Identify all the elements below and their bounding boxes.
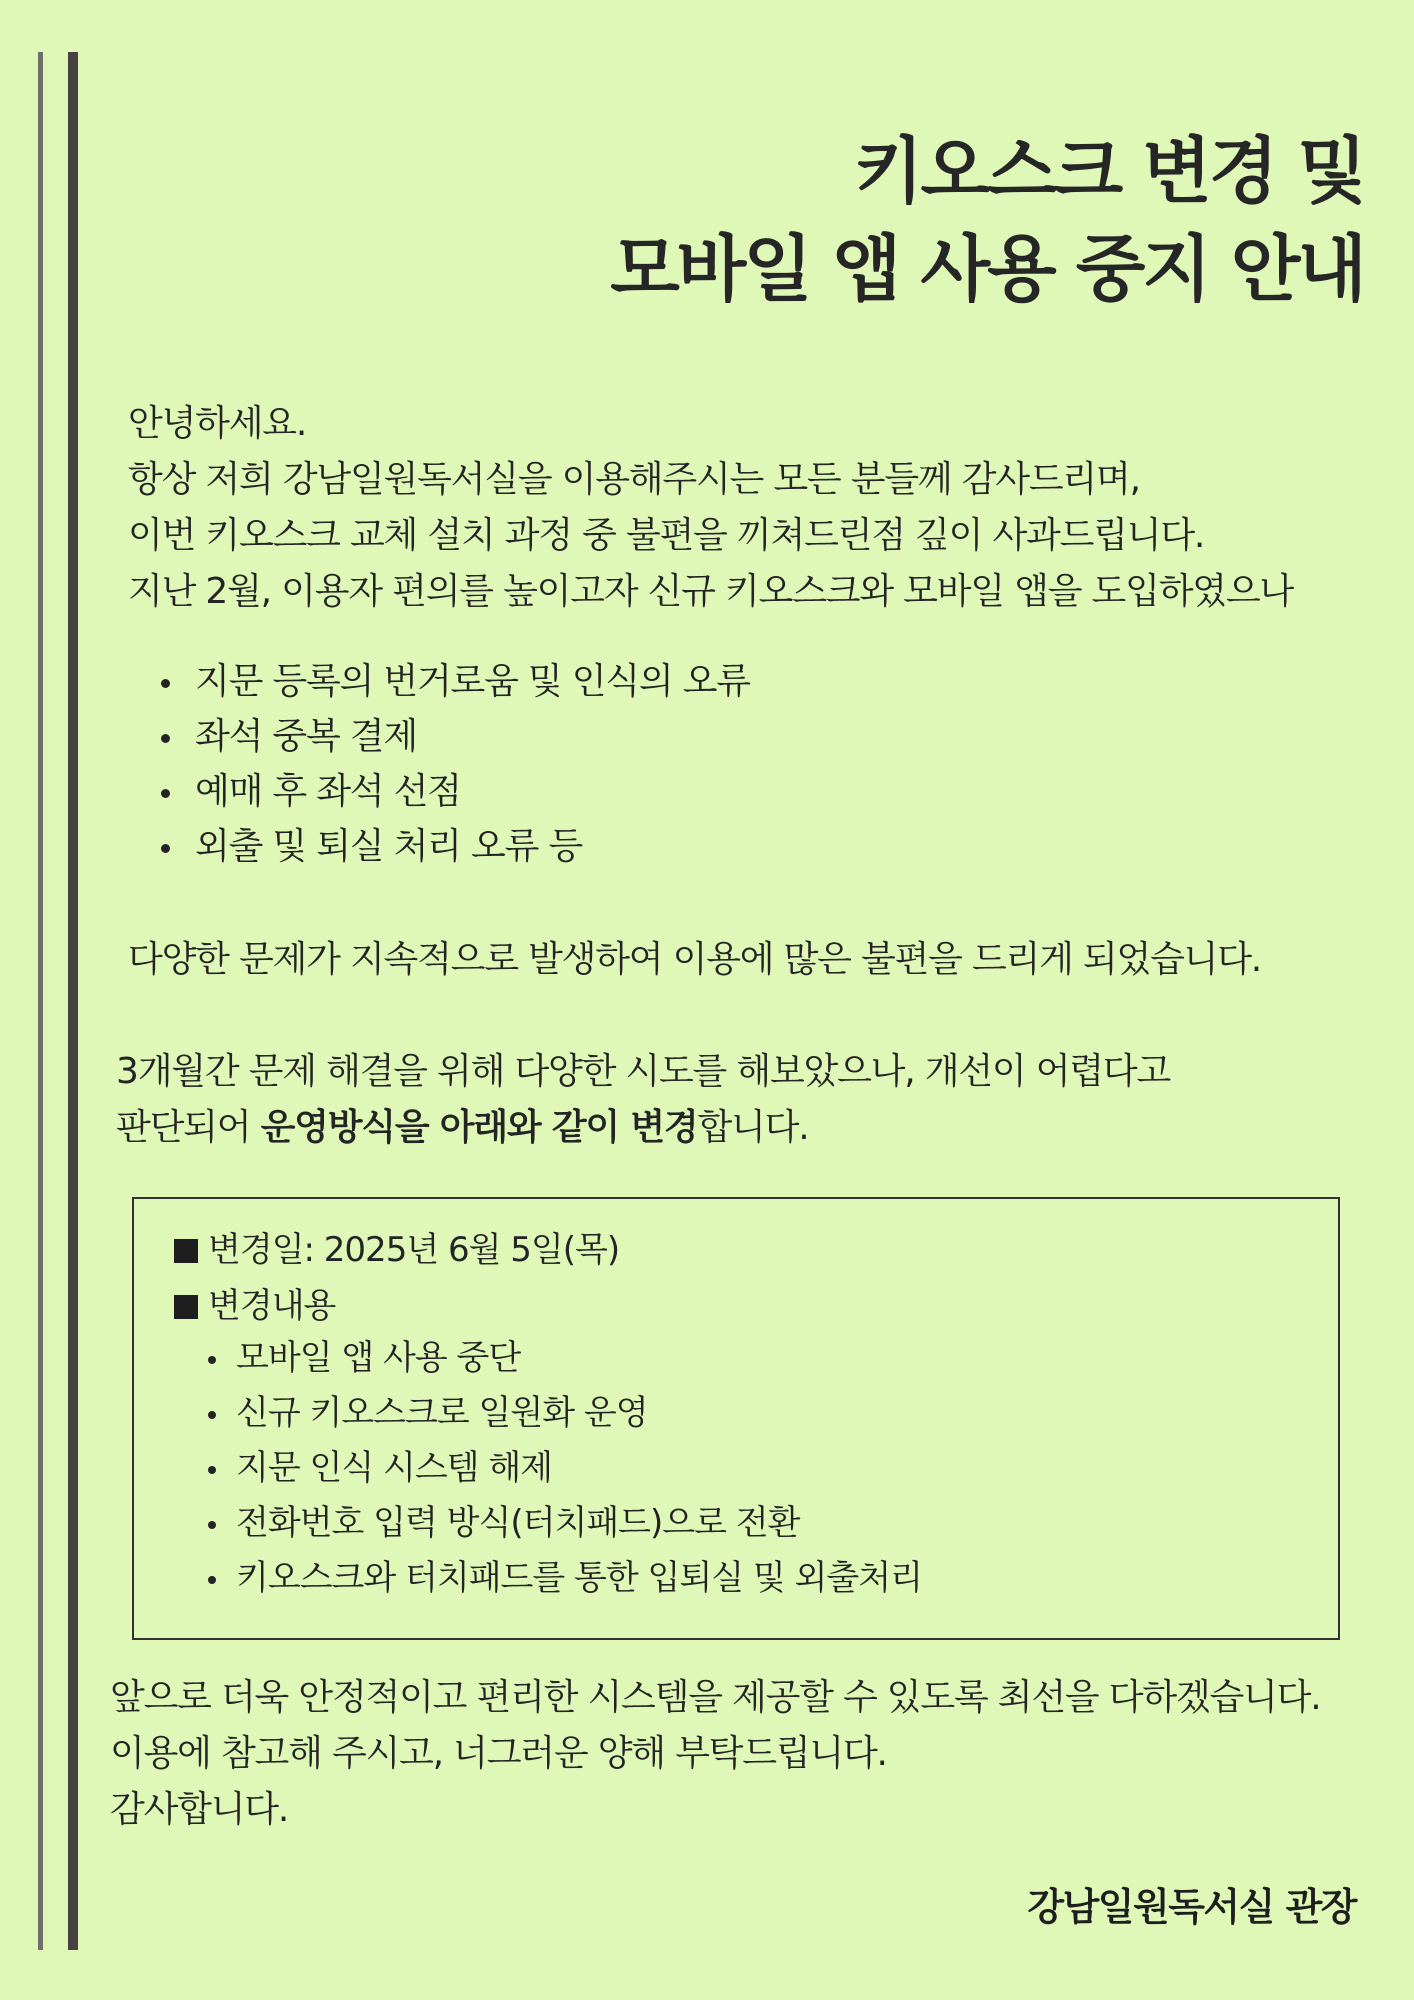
- intro-paragraph: [128, 396, 1293, 620]
- decorative-bar-thick: [68, 52, 78, 1950]
- greeting-text: 안녕하세요.: [128, 403, 307, 444]
- change-item: 전화번호 입력 방식(터치패드)으로 전환: [202, 1496, 922, 1551]
- title-line-1: 키오스크 변경 및: [854, 129, 1364, 213]
- trial-line-2-bold: 운영방식을 아래와 같이 변경: [260, 1107, 698, 1148]
- square-bullet-icon: [174, 1239, 198, 1263]
- title-line-2: 모바일 앱 사용 중지 안내: [610, 227, 1364, 311]
- issue-list: [155, 654, 750, 874]
- trial-line-1: 3개월간 문제 해결을 위해 다양한 시도를 해보았으나, 개선이 어렵다고: [116, 1051, 1171, 1092]
- signature: 강남일원독서실 관장: [1027, 1885, 1356, 1929]
- change-content-heading: [174, 1279, 335, 1333]
- issue-item: 외출 및 퇴실 처리 오류 등: [155, 819, 750, 874]
- change-date-line: [174, 1223, 619, 1277]
- trial-line-2-suffix: 합니다.: [697, 1107, 809, 1148]
- change-item: 키오스크와 터치패드를 통한 입퇴실 및 외출처리: [202, 1551, 922, 1606]
- square-bullet-icon: [174, 1295, 198, 1319]
- closing-paragraph: [110, 1670, 1320, 1838]
- issue-item: 지문 등록의 번거로움 및 인식의 오류: [155, 654, 750, 709]
- apology-text: 이번 키오스크 교체 설치 과정 중 불편을 끼쳐드린점 깊이 사과드립니다.: [128, 515, 1205, 556]
- issue-item: 좌석 중복 결제: [155, 709, 750, 764]
- background-text: 지난 2월, 이용자 편의를 높이고자 신규 키오스크와 모바일 앱을 도입하였으나: [128, 571, 1293, 612]
- closing-line-1: 앞으로 더욱 안정적이고 편리한 시스템을 제공할 수 있도록 최선을 다하겠습니다.: [110, 1677, 1321, 1718]
- change-date-text: 변경일: 2025년 6월 5일(목): [208, 1230, 620, 1270]
- trial-paragraph: [116, 1044, 1170, 1156]
- trial-line-2-prefix: 판단되어: [116, 1107, 261, 1148]
- closing-line-2: 이용에 참고해 주시고, 너그러운 양해 부탁드립니다.: [110, 1733, 887, 1774]
- change-item: 신규 키오스크로 일원화 운영: [202, 1386, 922, 1441]
- change-item: 모바일 앱 사용 중단: [202, 1331, 922, 1386]
- issue-item: 예매 후 좌석 선점: [155, 764, 750, 819]
- problem-text: 다양한 문제가 지속적으로 발생하여 이용에 많은 불편을 드리게 되었습니다.: [128, 939, 1262, 980]
- change-content-heading-text: 변경내용: [208, 1286, 336, 1326]
- thanks-text: 항상 저희 강남일원독서실을 이용해주시는 모든 분들께 감사드리며,: [128, 459, 1140, 500]
- change-item: 지문 인식 시스템 해제: [202, 1441, 922, 1496]
- notice-title: [610, 122, 1364, 318]
- closing-line-3: 감사합니다.: [110, 1789, 289, 1830]
- change-item-list: [202, 1331, 922, 1606]
- change-info-box: [132, 1197, 1340, 1640]
- decorative-bar-thin: [38, 52, 43, 1950]
- trial-line-2: [116, 1100, 1170, 1156]
